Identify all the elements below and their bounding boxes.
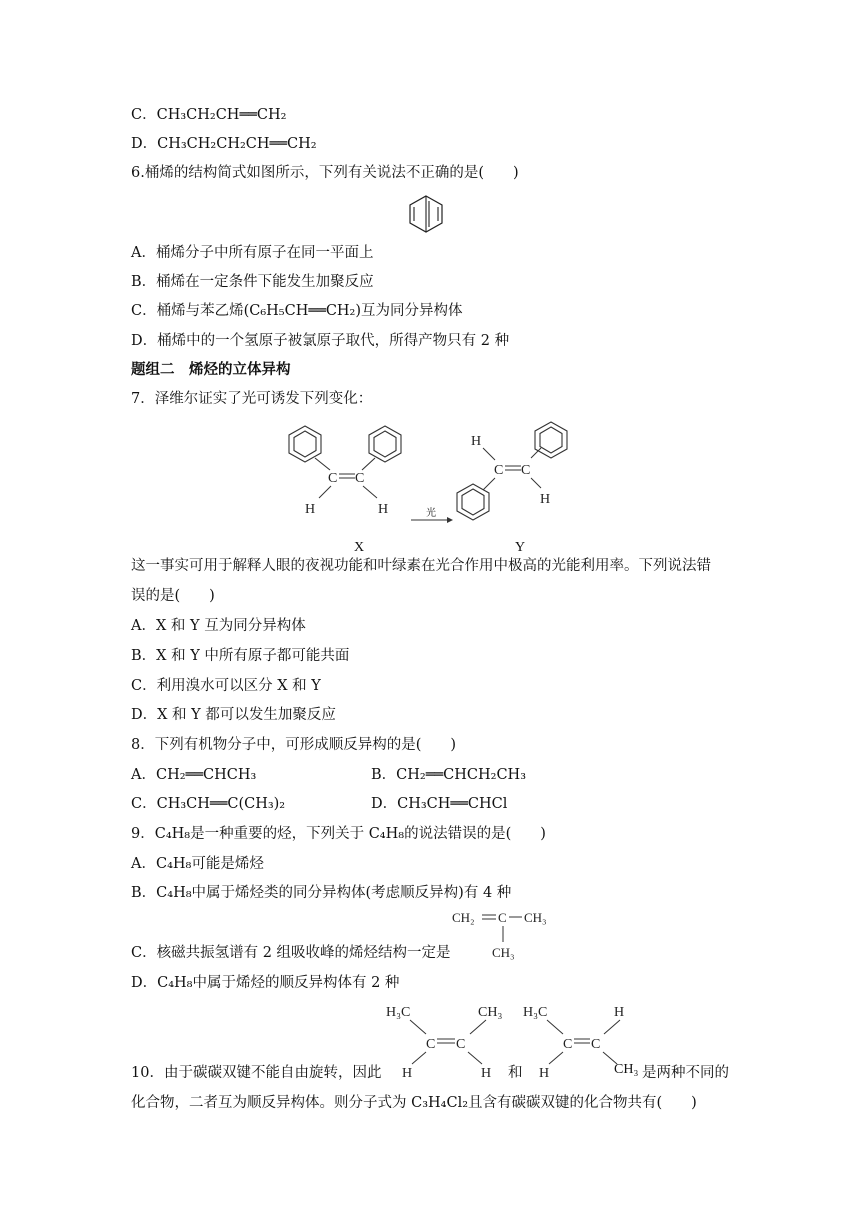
q9-bottom-group: CH₃ [492, 945, 515, 960]
q7-option-c: C．利用溴水可以区分 X 和 Y [131, 678, 321, 694]
q9-right-group: CH₃ [524, 910, 547, 925]
section-title: 题组二 烯烃的立体异构 [131, 361, 291, 378]
y-hydrogen-1: H [471, 434, 482, 449]
x-carbon-1: C [328, 471, 338, 486]
label-y: Y [515, 540, 526, 555]
label-x: X [354, 540, 365, 555]
trans-ch3: CH₃ [614, 1062, 639, 1077]
q7-reaction-figure [285, 420, 585, 538]
q9-option-c: C．核磁共振氢谱有 2 组吸收峰的烯烃结构一定是 [131, 945, 451, 961]
q10-text-end: 是两种不同的 [642, 1065, 729, 1081]
x-left-benzene-ring [289, 426, 321, 462]
q9-option-b: B．C₄H₈中属于烯烃类的同分异构体(考虑顺反异构)有 4 种 [131, 885, 512, 901]
q5-option-d: D．CH₃CH₂CH₂CH══CH₂ [131, 136, 317, 152]
q7-option-b: B．X 和 Y 中所有原子都可能共面 [131, 648, 350, 664]
q6-option-b: B．桶烯在一定条件下能发生加聚反应 [131, 274, 374, 290]
q8-stem: 8．下列有机物分子中，可形成顺反异构的是( ) [131, 737, 457, 753]
q10-text-start: 10．由于碳碳双键不能自由旋转，因此 [131, 1065, 382, 1081]
q9-option-a: A．C₄H₈可能是烯烃 [131, 856, 264, 872]
cis-h-left: H [402, 1066, 413, 1081]
cis-ch3: CH₃ [478, 1005, 503, 1020]
q6-stem: 6.桶烯的结构简式如图所示，下列有关说法不正确的是( ) [131, 165, 519, 181]
barrelene-structure [405, 193, 447, 235]
trans-h3c: H₃C [523, 1005, 548, 1020]
q8-option-c: C．CH₃CH══C(CH₃)₂ [131, 796, 286, 812]
q6-option-a: A．桶烯分子中所有原子在同一平面上 [131, 245, 374, 261]
q9-isobutene-structure [452, 906, 562, 962]
q9-option-d: D．C₄H₈中属于烯烃的顺反异构体有 2 种 [131, 975, 400, 991]
x-carbon-2: C [355, 471, 365, 486]
cis-h-right: H [481, 1066, 492, 1081]
q10-and: 和 [508, 1065, 523, 1081]
y-carbon-1: C [494, 463, 504, 478]
x-hydrogen-2: H [378, 502, 389, 517]
q6-option-c: C．桶烯与苯乙烯(C₆H₅CH══CH₂)互为同分异构体 [131, 303, 463, 319]
y-hydrogen-2: H [540, 492, 551, 507]
q7-stem: 7．泽维尔证实了光可诱发下列变化： [131, 391, 373, 407]
trans-h: H [614, 1005, 625, 1020]
q8-option-d: D．CH₃CH══CHCl [371, 796, 508, 812]
trans-h-left: H [539, 1066, 550, 1081]
q7-option-d: D．X 和 Y 都可以发生加聚反应 [131, 707, 336, 723]
q7-option-a: A．X 和 Y 互为同分异构体 [131, 618, 306, 634]
q9-stem: 9．C₄H₈是一种重要的烃，下列关于 C₄H₈的说法错误的是( ) [131, 826, 546, 842]
q9-center-carbon: C [498, 910, 507, 925]
q6-option-d: D．桶烯中的一个氢原子被氯原子取代，所得产物只有 2 种 [131, 333, 510, 349]
y-right-benzene-ring [535, 422, 567, 458]
cis-h3c: H₃C [386, 1005, 411, 1020]
q10-text-line2: 化合物，二者互为顺反异构体。则分子式为 C₃H₄Cl₂且含有碳碳双键的化合物共有( ) [131, 1095, 697, 1111]
q8-option-b: B．CH₂══CHCH₂CH₃ [371, 767, 527, 783]
cis-carbon-1: C [426, 1037, 436, 1052]
q5-option-c: C．CH₃CH₂CH══CH₂ [131, 107, 287, 123]
trans-carbon-1: C [563, 1037, 573, 1052]
arrow-label: 光 [426, 508, 436, 519]
y-carbon-2: C [521, 463, 531, 478]
q7-text-line2: 误的是( ) [131, 588, 215, 604]
x-hydrogen-1: H [305, 502, 316, 517]
q9-left-group: CH₂ [452, 910, 475, 925]
q7-text-line1: 这一事实可用于解释人眼的夜视功能和叶绿素在光合作用中极高的光能利用率。下列说法错 [131, 558, 711, 574]
x-right-benzene-ring [369, 426, 401, 462]
cis-carbon-2: C [456, 1037, 466, 1052]
trans-carbon-2: C [591, 1037, 601, 1052]
q8-option-a: A．CH₂══CHCH₃ [131, 767, 257, 783]
